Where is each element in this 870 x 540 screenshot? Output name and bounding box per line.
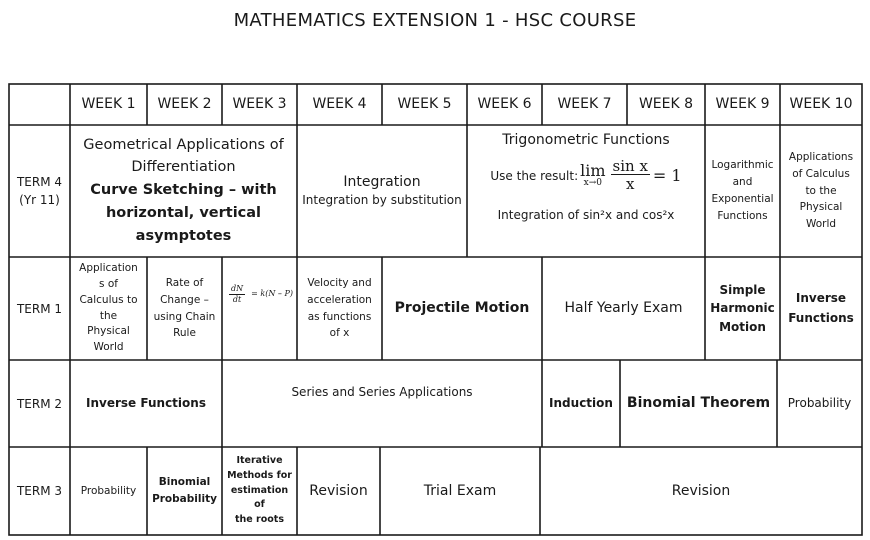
app-line-1: Application (79, 262, 138, 275)
term1-projectile-motion-cell: Projectile Motion (394, 300, 530, 317)
geo-line-4: horizontal, vertical (105, 204, 262, 221)
vel-line-2: acceleration (307, 293, 372, 306)
rate-line-3: using Chain (153, 310, 216, 323)
iter-line-4: the roots (235, 514, 284, 526)
trig-integration: Integration of sin²x and cos²x (497, 208, 675, 223)
week-7-header: WEEK 7 (557, 96, 612, 113)
term-4-label-line2: (Yr 11) (19, 193, 60, 207)
term1-simple-harmonic-motion-cell (705, 257, 780, 360)
appcalc-line-3: to the (805, 184, 837, 197)
term2-induction-cell: Induction (549, 396, 613, 411)
week-8-header: WEEK 8 (638, 96, 694, 113)
log-line-2: and (732, 176, 753, 189)
shm-line-3: Motion (719, 319, 766, 334)
week-5-header: WEEK 5 (397, 96, 452, 113)
iter-line-3: estimation of (230, 484, 289, 511)
trig-limit-formula (490, 158, 681, 194)
geo-line-2: Differentiation (131, 159, 236, 176)
appcalc-line-5: World (805, 218, 837, 231)
term1-inverse-functions-cell (780, 257, 862, 360)
term3-trial-exam-cell: Trial Exam (423, 482, 497, 499)
binprob-line-1: Binomial (158, 476, 211, 489)
vel-line-3: as functions (307, 310, 372, 323)
geo-line-5: asymptotes (135, 228, 232, 245)
term-3-label: TERM 3 (16, 484, 63, 498)
term2-binomial-theorem-cell: Binomial Theorem (626, 395, 771, 412)
app-line-4: the (99, 309, 118, 322)
term3-revision-cell: Revision (309, 482, 368, 499)
week-3-header: WEEK 3 (232, 96, 287, 113)
term-1-label: TERM 1 (16, 301, 63, 316)
inv-line-2: Functions (788, 310, 854, 325)
term4-integration-cell (297, 125, 467, 257)
week-10-header: WEEK 10 (789, 96, 853, 113)
trig-title: Trigonometric Functions (502, 132, 670, 148)
log-line-1: Logarithmic (711, 159, 774, 172)
dn-numerator: dN (231, 284, 244, 293)
inv-line-1: Inverse (795, 291, 847, 306)
term3-binomial-probability-cell (147, 447, 222, 535)
binprob-line-2: Probability (152, 493, 217, 505)
term3-probability-cell: Probability (80, 484, 137, 497)
term2-probability-cell: Probability (787, 396, 852, 411)
term2-inverse-functions-cell: Inverse Functions (86, 396, 206, 411)
week-4-header: WEEK 4 (312, 96, 367, 113)
trig-prefix: Use the result: (490, 168, 579, 183)
log-line-3: Exponential (711, 193, 774, 205)
week-9-header: WEEK 9 (715, 96, 770, 113)
term1-growth-decay-cell (222, 257, 297, 360)
term4-trig-functions-cell (467, 125, 705, 257)
geo-line-1: Geometrical Applications of (83, 136, 284, 153)
shm-line-1: Simple (719, 282, 766, 297)
vel-line-1: Velocity and (307, 276, 372, 289)
log-line-4: Functions (717, 209, 768, 222)
term-4-label (9, 125, 70, 257)
week-1-header: WEEK 1 (81, 96, 136, 113)
term3-revision-final-cell: Revision (671, 482, 731, 499)
term1-velocity-acceleration-cell (297, 257, 382, 360)
lim-subscript: x→0 (583, 177, 602, 188)
week-2-header: WEEK 2 (157, 96, 212, 113)
term4-geometrical-applications-cell (70, 125, 297, 257)
app-line-3: Calculus to (79, 293, 138, 306)
dn-dt-fraction (229, 285, 245, 304)
appcalc-line-4: Physical (799, 201, 843, 214)
rate-line-4: Rule (173, 327, 196, 340)
app-line-2: s of (99, 278, 118, 290)
rate-line-1: Rate of (165, 276, 204, 289)
term1-half-yearly-exam-cell: Half Yearly Exam (564, 300, 683, 317)
growth-decay-equation (226, 285, 293, 304)
fraction-numerator: sin x (612, 156, 648, 175)
page-title: MATHEMATICS EXTENSION 1 - HSC COURSE (233, 10, 637, 31)
term-2-label: TERM 2 (16, 396, 63, 411)
iter-line-1: Iterative (236, 455, 283, 467)
term1-applications-calculus-cell (70, 257, 147, 360)
rate-line-2: Change – (160, 293, 209, 306)
appcalc-line-1: Applications (788, 151, 854, 163)
vel-line-4: of x (329, 327, 350, 340)
fraction-denominator: x (625, 175, 635, 194)
sinx-over-x-fraction (611, 158, 650, 194)
dt-denominator: dt (232, 294, 242, 304)
term4-log-exp-cell (705, 125, 780, 257)
app-line-5: Physical (87, 325, 130, 338)
limit-symbol (580, 160, 606, 189)
equals-one: = 1 (652, 165, 682, 185)
integration-subtitle: Integration by substitution (302, 193, 462, 208)
term1-rate-of-change-cell (147, 257, 222, 360)
app-line-6: World (93, 341, 124, 353)
lim-word: lim (580, 160, 606, 180)
appcalc-line-2: of Calculus (792, 167, 850, 180)
term-4-label-line1: TERM 4 (16, 175, 63, 189)
term3-iterative-methods-cell (222, 447, 297, 535)
term4-applications-calculus-cell (780, 125, 862, 257)
shm-line-2: Harmonic (710, 301, 775, 316)
week-6-header: WEEK 6 (477, 96, 532, 113)
iter-line-2: Methods for (227, 469, 292, 481)
geo-line-3: Curve Sketching – with (90, 181, 277, 198)
term2-series-cell: Series and Series Applications (291, 385, 473, 399)
ode-rhs: = k(N – P) (251, 289, 293, 299)
integration-title: Integration (343, 174, 421, 191)
